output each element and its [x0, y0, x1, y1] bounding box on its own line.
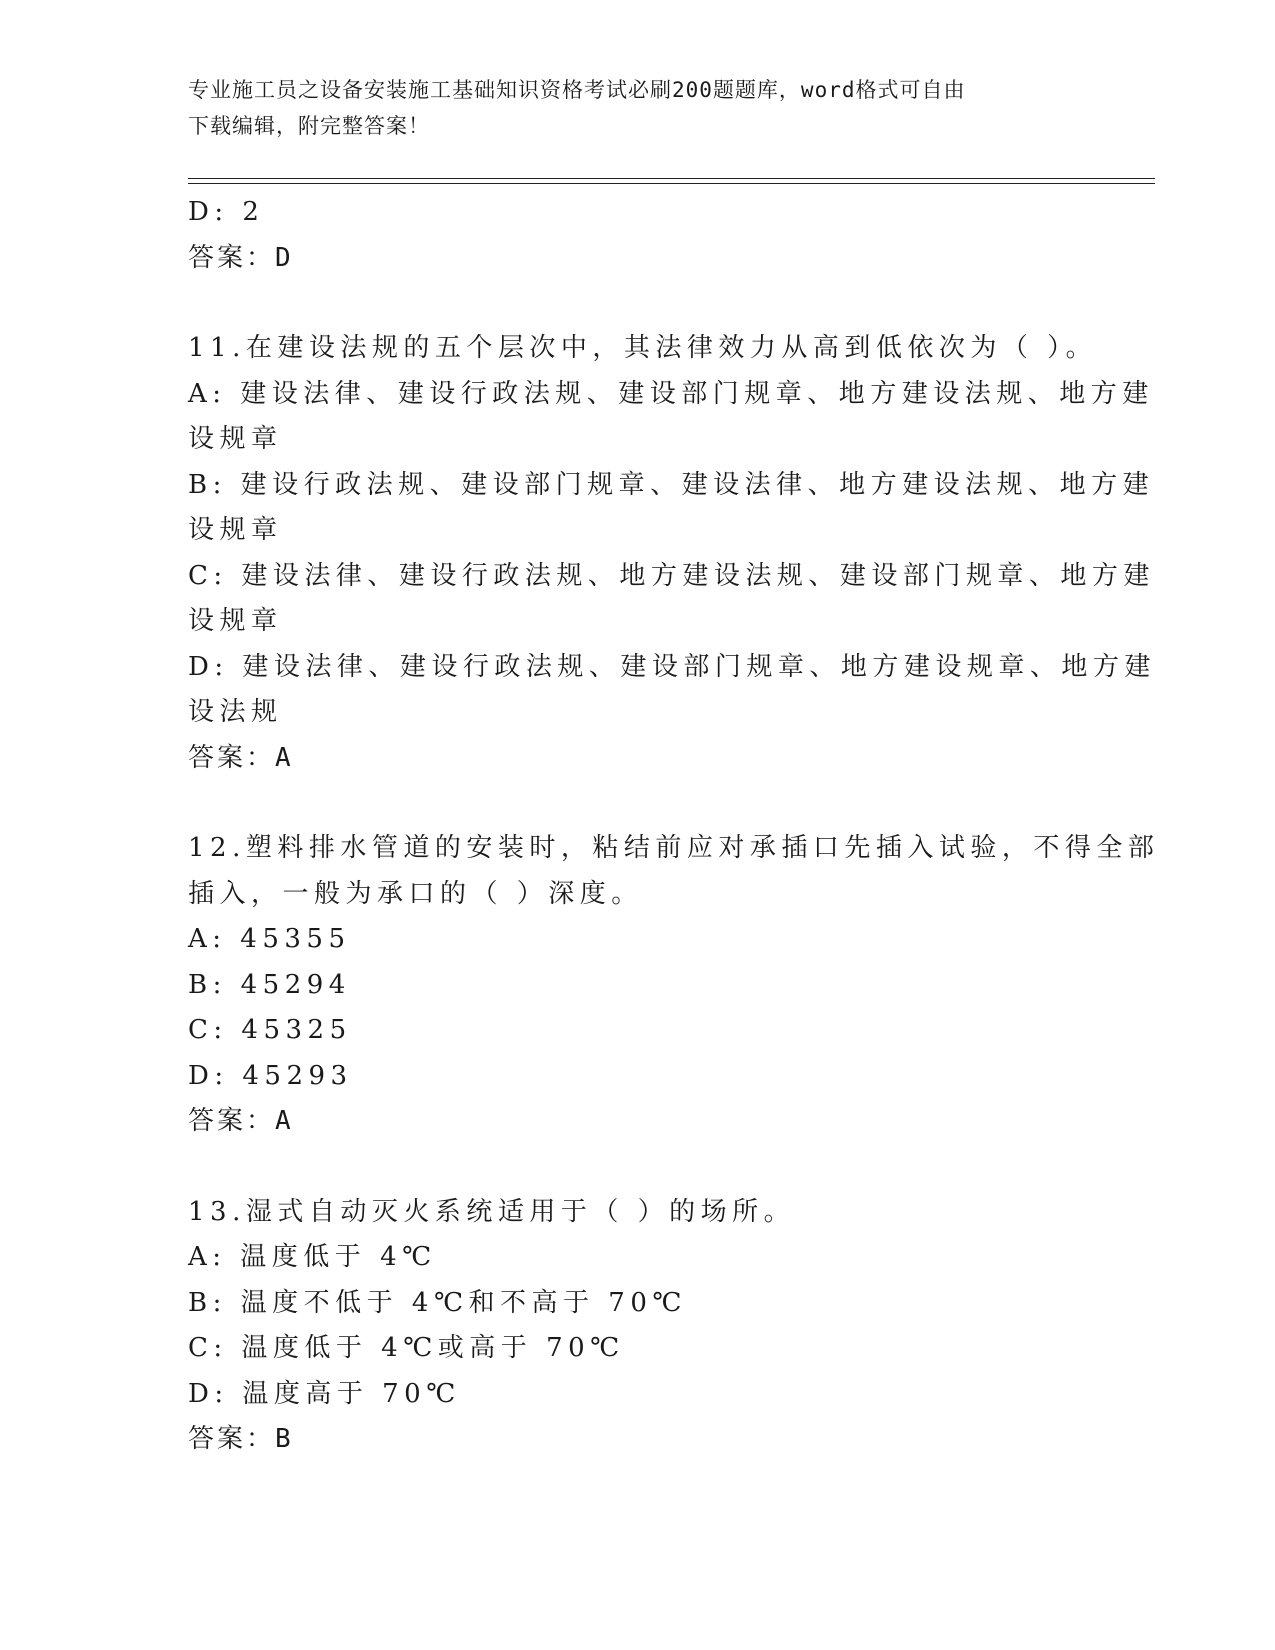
answer-value: A: [275, 1106, 294, 1136]
option-d: D: 45293: [188, 1060, 353, 1091]
question-stem-line: 11.在建设法规的五个层次中，其法律效力从高到低依次为（ ）。: [188, 333, 1098, 363]
option-c-line-2: 设规章: [188, 606, 283, 636]
option-d: D: 2: [188, 197, 265, 227]
question-content: [188, 190, 1160, 1508]
answer-label: 答案：: [188, 1106, 276, 1136]
option-d-line-1: D: 建设法律、建设行政法规、建设部门规章、地方建设规章、地方建: [188, 651, 1156, 682]
answer-label: 答案：: [188, 242, 276, 273]
option-b: B: 45294: [188, 969, 351, 1000]
answer-value: D: [275, 242, 294, 273]
question-stem-line-2: 插入，一般为承口的（ ）深度。: [188, 878, 643, 909]
option-a-line-1: A: 建设法律、建设行政法规、建设部门规章、地方建设法规、地方建: [188, 378, 1154, 409]
option-d-line-2: 设法规: [188, 697, 283, 727]
question-stem-line-1: 12.塑料排水管道的安装时，粘结前应对承插口先插入试验，不得全部: [188, 833, 1160, 863]
previous-question-tail: [188, 190, 1088, 281]
option-b-line-1: B: 建设行政法规、建设部门规章、建设法律、地方建设法规、地方建: [188, 469, 1155, 500]
option-d: D: 温度高于 70℃: [188, 1378, 461, 1409]
answer-line: [188, 736, 1088, 782]
question-11: [188, 326, 1156, 781]
option-c: C: 温度低于 4℃或高于 70℃: [188, 1333, 625, 1363]
option-a-line-2: 设规章: [188, 424, 283, 454]
option-a: A: 45355: [188, 924, 351, 954]
answer-value: B: [275, 1424, 294, 1454]
question-13: [188, 1190, 1088, 1463]
option-c-line-1: C: 建设法律、建设行政法规、地方建设法规、建设部门规章、地方建: [188, 560, 1155, 591]
document-header: [188, 72, 1068, 144]
answer-line: [188, 1417, 1088, 1463]
option-a: A: 温度低于 4℃: [188, 1242, 437, 1272]
answer-line: [188, 236, 1088, 282]
question-stem-line: 13.湿式自动灭火系统适用于（ ）的场所。: [188, 1196, 796, 1227]
option-c: C: 45325: [188, 1015, 352, 1045]
option-b: B: 温度不低于 4℃和不高于 70℃: [188, 1287, 687, 1318]
question-12: [188, 826, 1160, 1145]
answer-label: 答案：: [188, 742, 276, 773]
header-divider-top: [188, 178, 1155, 179]
answer-line: [188, 1099, 1088, 1145]
option-b-line-2: 设规章: [188, 515, 283, 545]
answer-value: A: [275, 742, 294, 773]
header-divider-bottom: [188, 183, 1155, 184]
header-line-2: 下载编辑，附完整答案！: [188, 114, 430, 138]
header-line-1: 专业施工员之设备安装施工基础知识资格考试必刷200题题库，word格式可自由: [188, 78, 966, 102]
answer-label: 答案：: [188, 1424, 276, 1454]
